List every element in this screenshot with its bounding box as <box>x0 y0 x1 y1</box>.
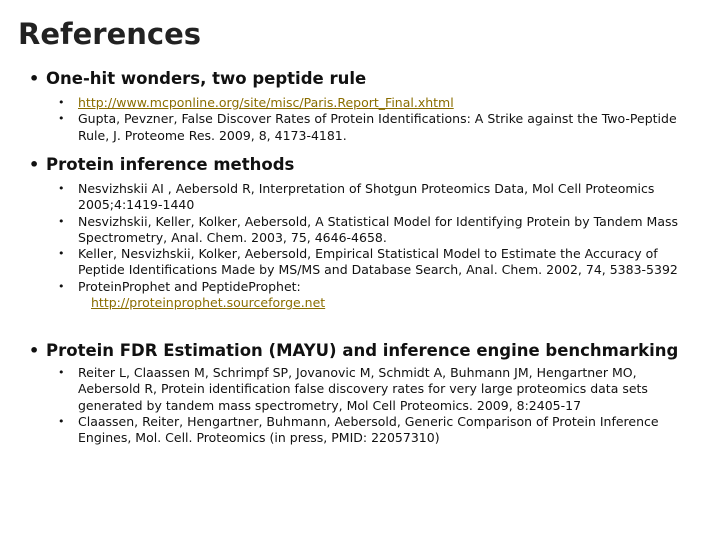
section-protein-inference-list <box>50 181 690 311</box>
bullet: • <box>58 366 65 379</box>
bullet: • <box>58 182 65 195</box>
bullet: • <box>58 247 65 261</box>
reference-text: Gupta, Pevzner, False Discover Rates of Protein Identifications: A Strike against the Two-Peptide Rule, J. Proteome Res. 2009, 8, 4173-4181. <box>78 111 677 143</box>
heading-text: Protein FDR Estimation (MAYU) and inference engine benchmarking <box>46 341 679 360</box>
page-title: References <box>18 17 202 51</box>
list-item <box>50 111 690 144</box>
list-item <box>50 181 690 214</box>
bullet: • <box>29 69 40 88</box>
section-one-hit-wonders-list <box>50 95 690 144</box>
list-item <box>50 414 690 447</box>
bullet: • <box>58 414 65 428</box>
reference-text: Keller, Nesvizhskii, Kolker, Aebersold, Empirical Statistical Model to Estimate the Accuracy of Peptide Identifications Made by MS/MS and Database Search, Anal. Chem. 2002, 74, 5383-5392 <box>78 246 678 278</box>
bullet: • <box>29 341 40 360</box>
proteinprophet-link[interactable]: http://proteinprophet.sourceforge.net <box>91 295 326 311</box>
bullet: • <box>29 155 40 174</box>
section-heading <box>29 154 294 176</box>
heading-text: One-hit wonders, two peptide rule <box>46 69 367 88</box>
section-heading <box>29 340 678 362</box>
heading-text: Protein inference methods <box>46 155 295 174</box>
section-one-hit-wonders <box>29 68 366 90</box>
paris-report-link[interactable]: http://www.mcponline.org/site/misc/Paris.Report_Final.xhtml <box>78 95 454 110</box>
section-heading <box>29 68 366 90</box>
list-item <box>50 95 690 111</box>
bullet: • <box>58 96 65 109</box>
reference-text: ProteinProphet and PeptideProphet: <box>78 278 301 294</box>
reference-text: Reiter L, Claassen M, Schrimpf SP, Jovanovic M, Schmidt A, Buhmann JM, Hengartner MO, Aebersold R, Protein identification false discovery rates for very large proteomics data sets generated by tandem mass spectrometry, Mol Cell Proteomics. 2009, 8:2405-17 <box>78 365 648 413</box>
bullet: • <box>58 112 65 126</box>
reference-text: Nesvizhskii, Keller, Kolker, Aebersold, A Statistical Model for Identifying Protein by Tandem Mass Spectrometry, Anal. Chem. 2003, 75, 4646-4658. <box>78 213 679 245</box>
list-item <box>50 246 690 279</box>
section-protein-fdr-list <box>50 365 690 446</box>
list-item <box>50 365 690 414</box>
bullet: • <box>58 279 65 293</box>
reference-text: Nesvizhskii AI , Aebersold R, Interpretation of Shotgun Proteomics Data, Mol Cell Proteomics 2005;4:1419-1440 <box>78 181 655 213</box>
list-item <box>50 279 690 312</box>
section-protein-inference <box>29 154 294 176</box>
section-protein-fdr <box>29 340 678 362</box>
bullet: • <box>58 214 65 228</box>
list-item <box>50 214 690 247</box>
reference-text: Claassen, Reiter, Hengartner, Buhmann, Aebersold, Generic Comparison of Protein Inference Engines, Mol. Cell. Proteomics (in press, PMID: 22057310) <box>78 413 659 446</box>
